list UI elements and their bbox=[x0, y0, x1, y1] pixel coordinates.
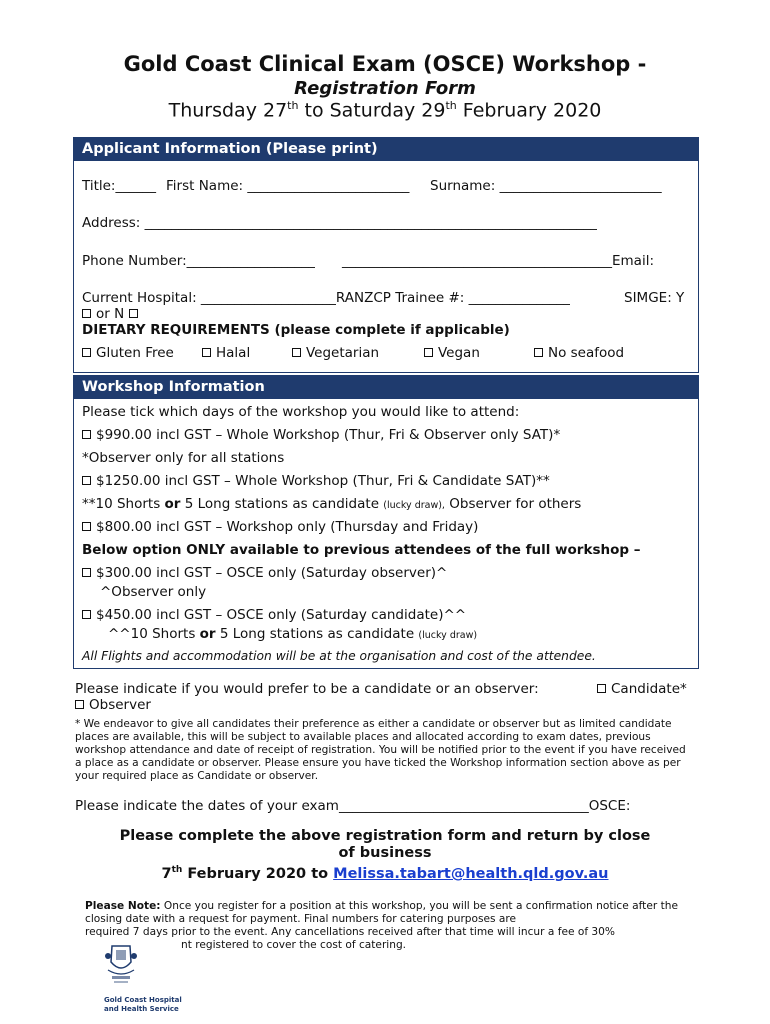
checkbox-icon[interactable] bbox=[424, 348, 433, 357]
simge-label: SIMGE: Y bbox=[624, 290, 685, 306]
option-osce-observer[interactable]: $300.00 incl GST – OSCE only (Saturday observer)^ bbox=[82, 565, 447, 581]
exam-dates-field[interactable]: Please indicate the dates of your exam_____________________________________OSCE: bbox=[75, 798, 631, 814]
checkbox-icon[interactable] bbox=[202, 348, 211, 357]
option-whole-observer[interactable]: $990.00 incl GST – Whole Workshop (Thur, Fri & Observer only SAT)* bbox=[82, 427, 560, 443]
email-field[interactable]: ________________________________________Email: bbox=[342, 253, 655, 269]
option-osce-observer-note: ^Observer only bbox=[100, 584, 207, 600]
checkbox-icon[interactable] bbox=[82, 568, 91, 577]
phone-field[interactable]: Phone Number:___________________ bbox=[82, 253, 315, 269]
option-whole-observer-note: *Observer only for all stations bbox=[82, 450, 285, 466]
or-n-label: or N bbox=[96, 306, 125, 322]
dietary-heading: DIETARY REQUIREMENTS (please complete if applicable) bbox=[82, 322, 510, 338]
dietary-no-seafood[interactable]: No seafood bbox=[534, 345, 624, 361]
form-dates: Thursday 27th to Saturday 29th February 2020 bbox=[168, 99, 602, 122]
email-link[interactable]: Melissa.tabart@health.qld.gov.au bbox=[333, 865, 609, 882]
checkbox-icon[interactable] bbox=[82, 610, 91, 619]
title-field[interactable]: Title:______ bbox=[82, 178, 156, 194]
checkbox-icon[interactable] bbox=[75, 700, 84, 709]
address-field[interactable]: Address: ___________________________________________________________________ bbox=[82, 215, 597, 231]
checkbox-icon[interactable] bbox=[82, 348, 91, 357]
preference-note: * We endeavor to give all candidates their preference as either a candidate or observer but as limited candidate places are available, this will be subject to available places and allocated according to exam dates, previous workshop attendance and date of receipt of registration. You will be notified prior to the event if you have received a place as a candidate or observer. Please ensure you have ticked the Workshop information section above as per your required place as Candidate or observer. bbox=[75, 718, 686, 782]
checkbox-icon[interactable] bbox=[597, 684, 606, 693]
workshop-heading: Workshop Information bbox=[74, 376, 698, 399]
preference-question: Please indicate if you would prefer to be a candidate or an observer: bbox=[75, 681, 539, 697]
dietary-halal[interactable]: Halal bbox=[202, 345, 250, 361]
checkbox-icon[interactable] bbox=[82, 522, 91, 531]
hospital-field[interactable]: Current Hospital: ____________________RANZCP Trainee #: _______________ bbox=[82, 290, 570, 306]
checkbox-icon[interactable] bbox=[534, 348, 543, 357]
workshop-intro: Please tick which days of the workshop you would like to attend: bbox=[82, 404, 520, 420]
option-osce-candidate-note: ^^10 Shorts or 5 Long stations as candidate (lucky draw) bbox=[108, 626, 478, 642]
simge-no-checkbox[interactable] bbox=[129, 309, 138, 318]
observer-option[interactable]: Observer bbox=[75, 697, 151, 713]
candidate-option[interactable]: Candidate* bbox=[597, 681, 687, 697]
option-whole-candidate[interactable]: $1250.00 incl GST – Whole Workshop (Thur, Fri & Candidate SAT)** bbox=[82, 473, 550, 489]
please-note: Please Note: Once you register for a position at this workshop, you will be sent a confirmation notice after the closing date with a request for payment. Final numbers for catering purposes are required 7 days prior to the event. Any cancellations received after that time will incur a fee of 30% nt registered to cover the cost of catering. bbox=[85, 900, 678, 951]
simge-options bbox=[82, 306, 143, 322]
option-osce-candidate[interactable]: $450.00 incl GST – OSCE only (Saturday candidate)^^ bbox=[82, 607, 466, 623]
option-whole-candidate-note: **10 Shorts or 5 Long stations as candidate (lucky draw), Observer for others bbox=[82, 496, 582, 512]
previous-attendees-heading: Below option ONLY available to previous attendees of the full workshop – bbox=[82, 542, 641, 558]
checkbox-icon[interactable] bbox=[82, 476, 91, 485]
dietary-gluten-free[interactable]: Gluten Free bbox=[82, 345, 174, 361]
dietary-vegetarian[interactable]: Vegetarian bbox=[292, 345, 379, 361]
simge-yes-checkbox[interactable] bbox=[82, 309, 91, 318]
workshop-section bbox=[73, 375, 699, 669]
first-name-field[interactable]: First Name: ________________________ bbox=[166, 178, 410, 194]
checkbox-icon[interactable] bbox=[82, 430, 91, 439]
applicant-heading: Applicant Information (Please print) bbox=[74, 138, 698, 161]
queensland-crest-icon bbox=[104, 942, 138, 988]
hospital-logo-text: Gold Coast Hospital and Health Service bbox=[104, 996, 182, 1013]
flights-note: All Flights and accommodation will be at the organisation and cost of the attendee. bbox=[82, 649, 596, 663]
checkbox-icon[interactable] bbox=[292, 348, 301, 357]
closing-instructions: Please complete the above registration form and return by close of business 7th February 2020 to Melissa.tabart@health.qld.gov.au bbox=[119, 828, 651, 882]
form-title: Gold Coast Clinical Exam (OSCE) Workshop - bbox=[123, 52, 647, 76]
option-workshop-only[interactable]: $800.00 incl GST – Workshop only (Thursday and Friday) bbox=[82, 519, 478, 535]
dietary-vegan[interactable]: Vegan bbox=[424, 345, 480, 361]
form-subtitle: Registration Form bbox=[294, 78, 476, 99]
applicant-section bbox=[73, 137, 699, 373]
surname-field[interactable]: Surname: ________________________ bbox=[430, 178, 662, 194]
